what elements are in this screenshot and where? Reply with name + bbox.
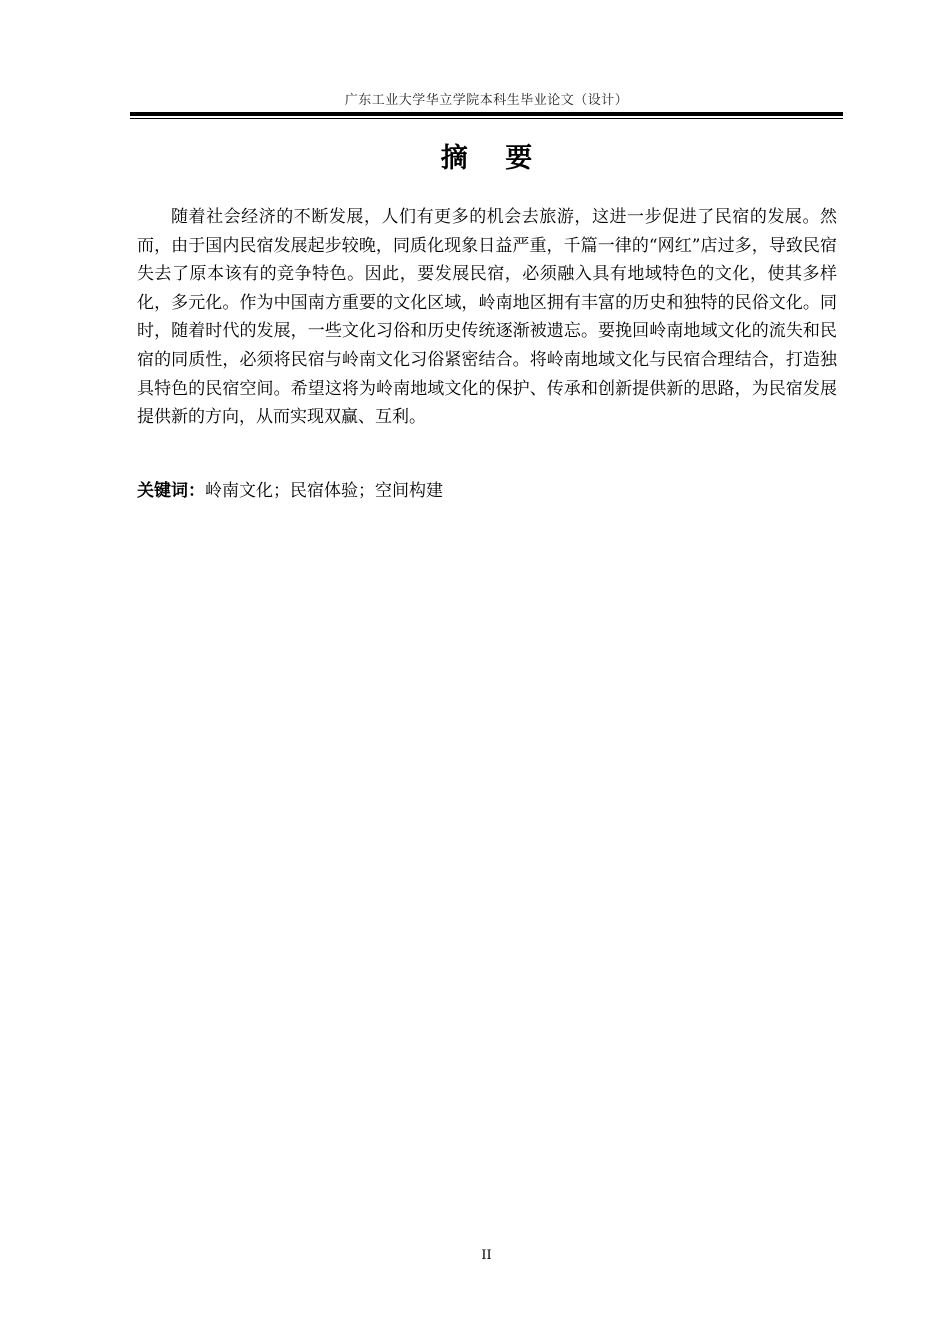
running-header: 广东工业大学华立学院本科生毕业论文（设计） — [344, 93, 629, 108]
abstract-title: 摘 要 — [440, 143, 547, 174]
page-number: II — [481, 1248, 492, 1263]
keywords-label: 关键词： — [137, 481, 205, 501]
header-rule-thin — [130, 118, 843, 119]
keywords-line — [137, 477, 837, 505]
keywords-value: 岭南文化；民宿体验；空间构建 — [205, 481, 443, 501]
header-rule-thick — [130, 112, 843, 116]
abstract-body: 随着社会经济的不断发展，人们有更多的机会去旅游，这进一步促进了民宿的发展。然而，由于国内民宿发展起步较晚，同质化现象日益严重，千篇一律的“网红”店过多，导致民宿失去了原本该有的竞争特色。因此，要发展民宿，必须融入具有地域特色的文化，使其多样化，多元化。作为中国南方重要的文化区域，岭南地区拥有丰富的历史和独特的民俗文化。同时，随着时代的发展，一些文化习俗和历史传统逐渐被遗忘。要挽回岭南地域文化的流失和民宿的同质性，必须将民宿与岭南文化习俗紧密结合。将岭南地域文化与民宿合理结合，打造独具特色的民宿空间。希望这将为岭南地域文化的保护、传承和创新提供新的思路，为民宿发展提供新的方向，从而实现双赢、互利。 — [137, 207, 837, 428]
